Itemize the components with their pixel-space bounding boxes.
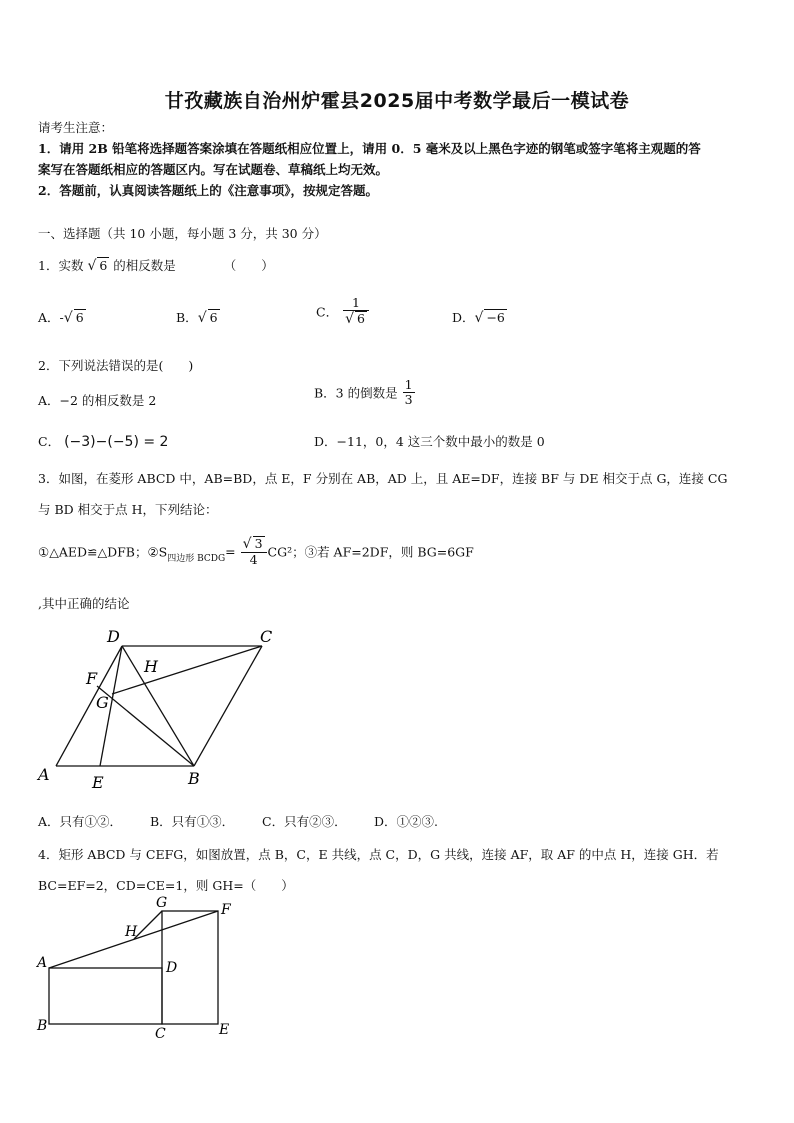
- notice-heading: 请考生注意：: [38, 120, 114, 135]
- label-b: B: [37, 1018, 48, 1034]
- q1-option-d-radicand: −6: [486, 310, 505, 325]
- label-c: C: [155, 1026, 166, 1042]
- q2-option-c[interactable]: [38, 432, 168, 450]
- edge-ad: [56, 646, 122, 766]
- q2-option-c-expr: (−3)−(−5) = 2: [64, 434, 169, 450]
- q1-option-c-radicand: 6: [356, 310, 365, 326]
- q1-option-d[interactable]: [452, 308, 507, 326]
- q1-option-b[interactable]: [176, 308, 220, 326]
- exam-title: 甘孜藏族自治州炉霍县2025届中考数学最后一模试卷: [164, 90, 630, 112]
- question-3-stem: 3．如图，在菱形 ABCD 中，AB=BD，点 E，F 分别在 AB，AD 上，且 AE=DF，连接 BF 与 DE 相交于点 G，连接 CG: [38, 471, 728, 486]
- sqrt-symbol: √: [87, 258, 97, 274]
- q1-option-b-radicand: 6: [209, 310, 218, 325]
- q1-option-a[interactable]: [38, 308, 86, 326]
- q1-option-c-numerator: 1: [343, 296, 369, 311]
- q2-option-b-denominator: 3: [404, 391, 413, 407]
- question-1-stem: [38, 256, 274, 274]
- q3-conclusion-denominator: 4: [249, 552, 258, 568]
- question-4-stem-cont: BC=EF=2，CD=CE=1，则 GH=（ ）: [38, 878, 294, 893]
- q1-option-b-label: B．: [176, 310, 198, 325]
- rectangle-abcd: [49, 968, 162, 1024]
- q1-option-c-fraction: [343, 296, 369, 327]
- question-2-stem: 2．下列说法错误的是( ): [38, 358, 194, 373]
- q2-option-a[interactable]: A．−2 的相反数是 2: [38, 393, 157, 408]
- q1-stem-post: 的相反数是: [113, 258, 176, 273]
- q3-conclusion-subscript: 四边形 BCDG: [167, 554, 226, 565]
- label-f: F: [86, 669, 98, 688]
- q1-radicand: 6: [99, 258, 108, 273]
- question-3-stem-cont: 与 BD 相交于点 H，下列结论：: [38, 502, 218, 517]
- q1-option-c-label: C．: [316, 304, 339, 320]
- notice-item-1: 1．请用 2B 铅笔将选择题答案涂填在答题纸相应位置上，请用 0．5 毫米及以上黑色字迹的钢笔或签字笔将主观题的答: [38, 141, 701, 156]
- q2-option-c-label: C．: [38, 434, 61, 449]
- question-3-conclusions: [38, 536, 474, 567]
- q1-option-d-label: D．: [452, 310, 475, 325]
- q1-stem-pre: 1．实数: [38, 258, 84, 273]
- q3-conclusion-equals: =: [225, 544, 236, 560]
- q2-option-b-fraction: [403, 378, 415, 407]
- q3-conclusion-1: ①△AED≌△DFB；②S: [38, 544, 168, 560]
- q1-option-a-label: A．-: [38, 310, 64, 325]
- q3-option-b[interactable]: B．只有①③．: [150, 814, 235, 829]
- label-a: A: [37, 955, 48, 971]
- label-h: H: [144, 657, 158, 676]
- q2-option-b-numerator: 1: [404, 377, 413, 392]
- label-f: F: [221, 902, 231, 918]
- label-g: G: [96, 693, 109, 712]
- q3-option-c[interactable]: C．只有②③．: [262, 814, 347, 829]
- q2-option-d[interactable]: D．−11，0，4 这三个数中最小的数是 0: [314, 434, 545, 449]
- notice-item-2: 2．答题前，认真阅读答题纸上的《注意事项》，按规定答题。: [38, 183, 378, 198]
- q2-option-b[interactable]: [314, 378, 416, 407]
- sqrt-symbol: √: [197, 310, 207, 326]
- q2-option-b-label: B．3 的倒数是: [314, 385, 398, 401]
- q3-conclusion-tail: CG²；③若 AF=2DF，则 BG=6GF: [267, 544, 474, 560]
- rhombus-figure: [30, 622, 290, 794]
- rectangles-figure: [30, 894, 250, 1046]
- sqrt-symbol: √: [63, 310, 73, 326]
- q3-conclusion-radicand: 3: [254, 536, 263, 551]
- label-b: B: [188, 769, 200, 788]
- notice-item-1-cont: 案写在答题纸相应的答题区内。写在试题卷、草稿纸上均无效。: [38, 162, 389, 177]
- label-c: C: [260, 627, 273, 646]
- q3-conclusion-fraction: [241, 536, 267, 567]
- diagonal-bd: [122, 646, 194, 766]
- label-d: D: [166, 960, 178, 976]
- label-g: G: [156, 895, 168, 911]
- sqrt-symbol: √: [345, 310, 354, 327]
- section-heading: 一、选择题（共 10 小题，每小题 3 分，共 30 分）: [38, 226, 327, 241]
- q1-option-c[interactable]: [316, 296, 370, 327]
- question-4-stem: 4．矩形 ABCD 与 CEFG，如图放置，点 B，C，E 共线，点 C，D，G 共线，连接 AF，取 AF 的中点 H，连接 GH．若: [38, 847, 719, 862]
- q1-paren: （ ）: [223, 258, 274, 273]
- segment-bf: [97, 686, 194, 766]
- question-3-tail: ,其中正确的结论: [38, 596, 130, 611]
- q1-option-a-radicand: 6: [75, 310, 84, 325]
- sqrt-symbol: √: [242, 536, 252, 552]
- sqrt-symbol: √: [474, 310, 484, 326]
- q3-option-a[interactable]: A．只有①②．: [38, 814, 123, 829]
- label-a: A: [38, 765, 50, 784]
- label-e: E: [92, 773, 104, 792]
- q3-option-d[interactable]: D．①②③.: [374, 814, 438, 829]
- label-e: E: [219, 1022, 230, 1038]
- label-h: H: [125, 924, 138, 940]
- label-d: D: [107, 627, 120, 646]
